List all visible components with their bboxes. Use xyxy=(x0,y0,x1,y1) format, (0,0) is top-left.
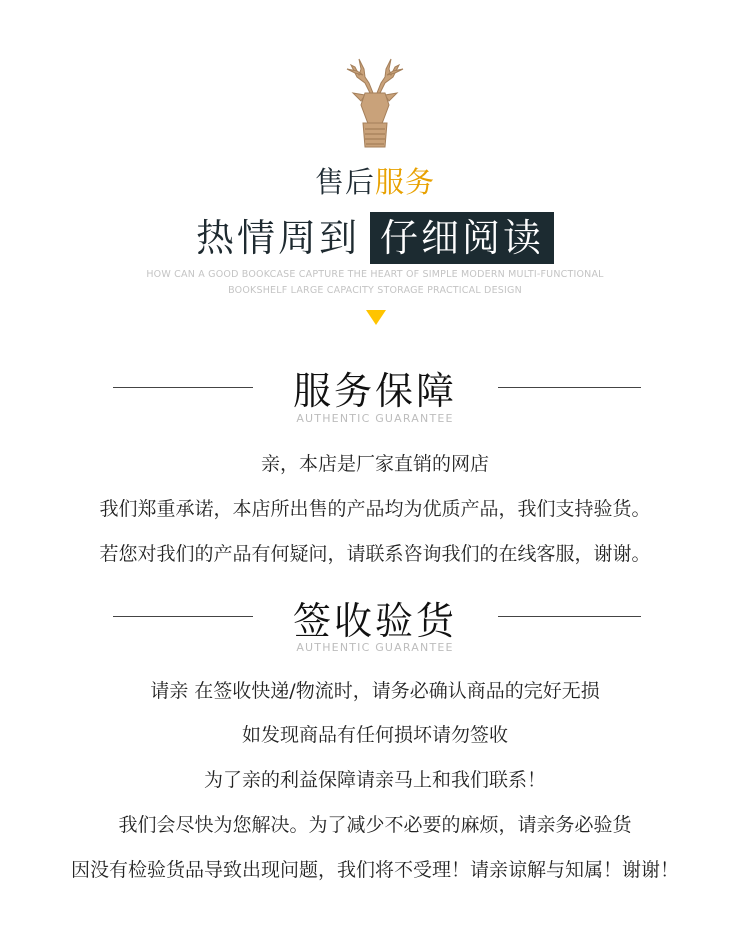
section1-line: 亲，本店是厂家直销的网店 xyxy=(260,453,489,475)
headline xyxy=(0,210,750,266)
section1-line: 若您对我们的产品有何疑问，请联系咨询我们的在线客服，谢谢。 xyxy=(99,543,651,565)
section2-line: 因没有检验货品导致出现问题，我们将不受理！请亲谅解与知属！谢谢！ xyxy=(70,859,679,881)
section1-title: 服务保障 xyxy=(292,369,457,413)
section2-line: 为了亲的利益保障请亲马上和我们联系！ xyxy=(203,769,546,791)
english-subtitle-line-1: HOW CAN A GOOD BOOKCASE CAPTURE THE HEART OF SIMPLE MODERN MULTI-FUNCTIONAL xyxy=(146,269,604,280)
section1-subtitle-en: AUTHENTIC GUARANTEE xyxy=(296,412,454,425)
deer-head-icon xyxy=(335,55,415,150)
section2-subtitle-en: AUTHENTIC GUARANTEE xyxy=(296,641,454,654)
title-part-1: 售后 xyxy=(314,165,375,199)
page-title xyxy=(0,160,750,201)
section2-title: 签收验货 xyxy=(292,599,457,643)
section2-line: 如发现商品有任何损坏请勿签收 xyxy=(241,724,508,746)
section2-line: 我们会尽快为您解决。为了减少不必要的麻烦，请亲务必验货 xyxy=(118,814,632,836)
section2-line: 请亲 在签收快递/物流时，请务必确认商品的完好无损 xyxy=(150,680,600,702)
headline-boxed: 仔细阅读 xyxy=(370,212,554,264)
headline-plain: 热情周到 xyxy=(195,216,360,260)
title-part-2: 服务 xyxy=(375,165,436,199)
down-arrow-icon xyxy=(366,310,386,325)
english-subtitle-line-2: BOOKSHELF LARGE CAPACITY STORAGE PRACTICAL DESIGN xyxy=(228,285,522,296)
section1-line: 我们郑重承诺，本店所出售的产品均为优质产品，我们支持验货。 xyxy=(99,498,651,520)
